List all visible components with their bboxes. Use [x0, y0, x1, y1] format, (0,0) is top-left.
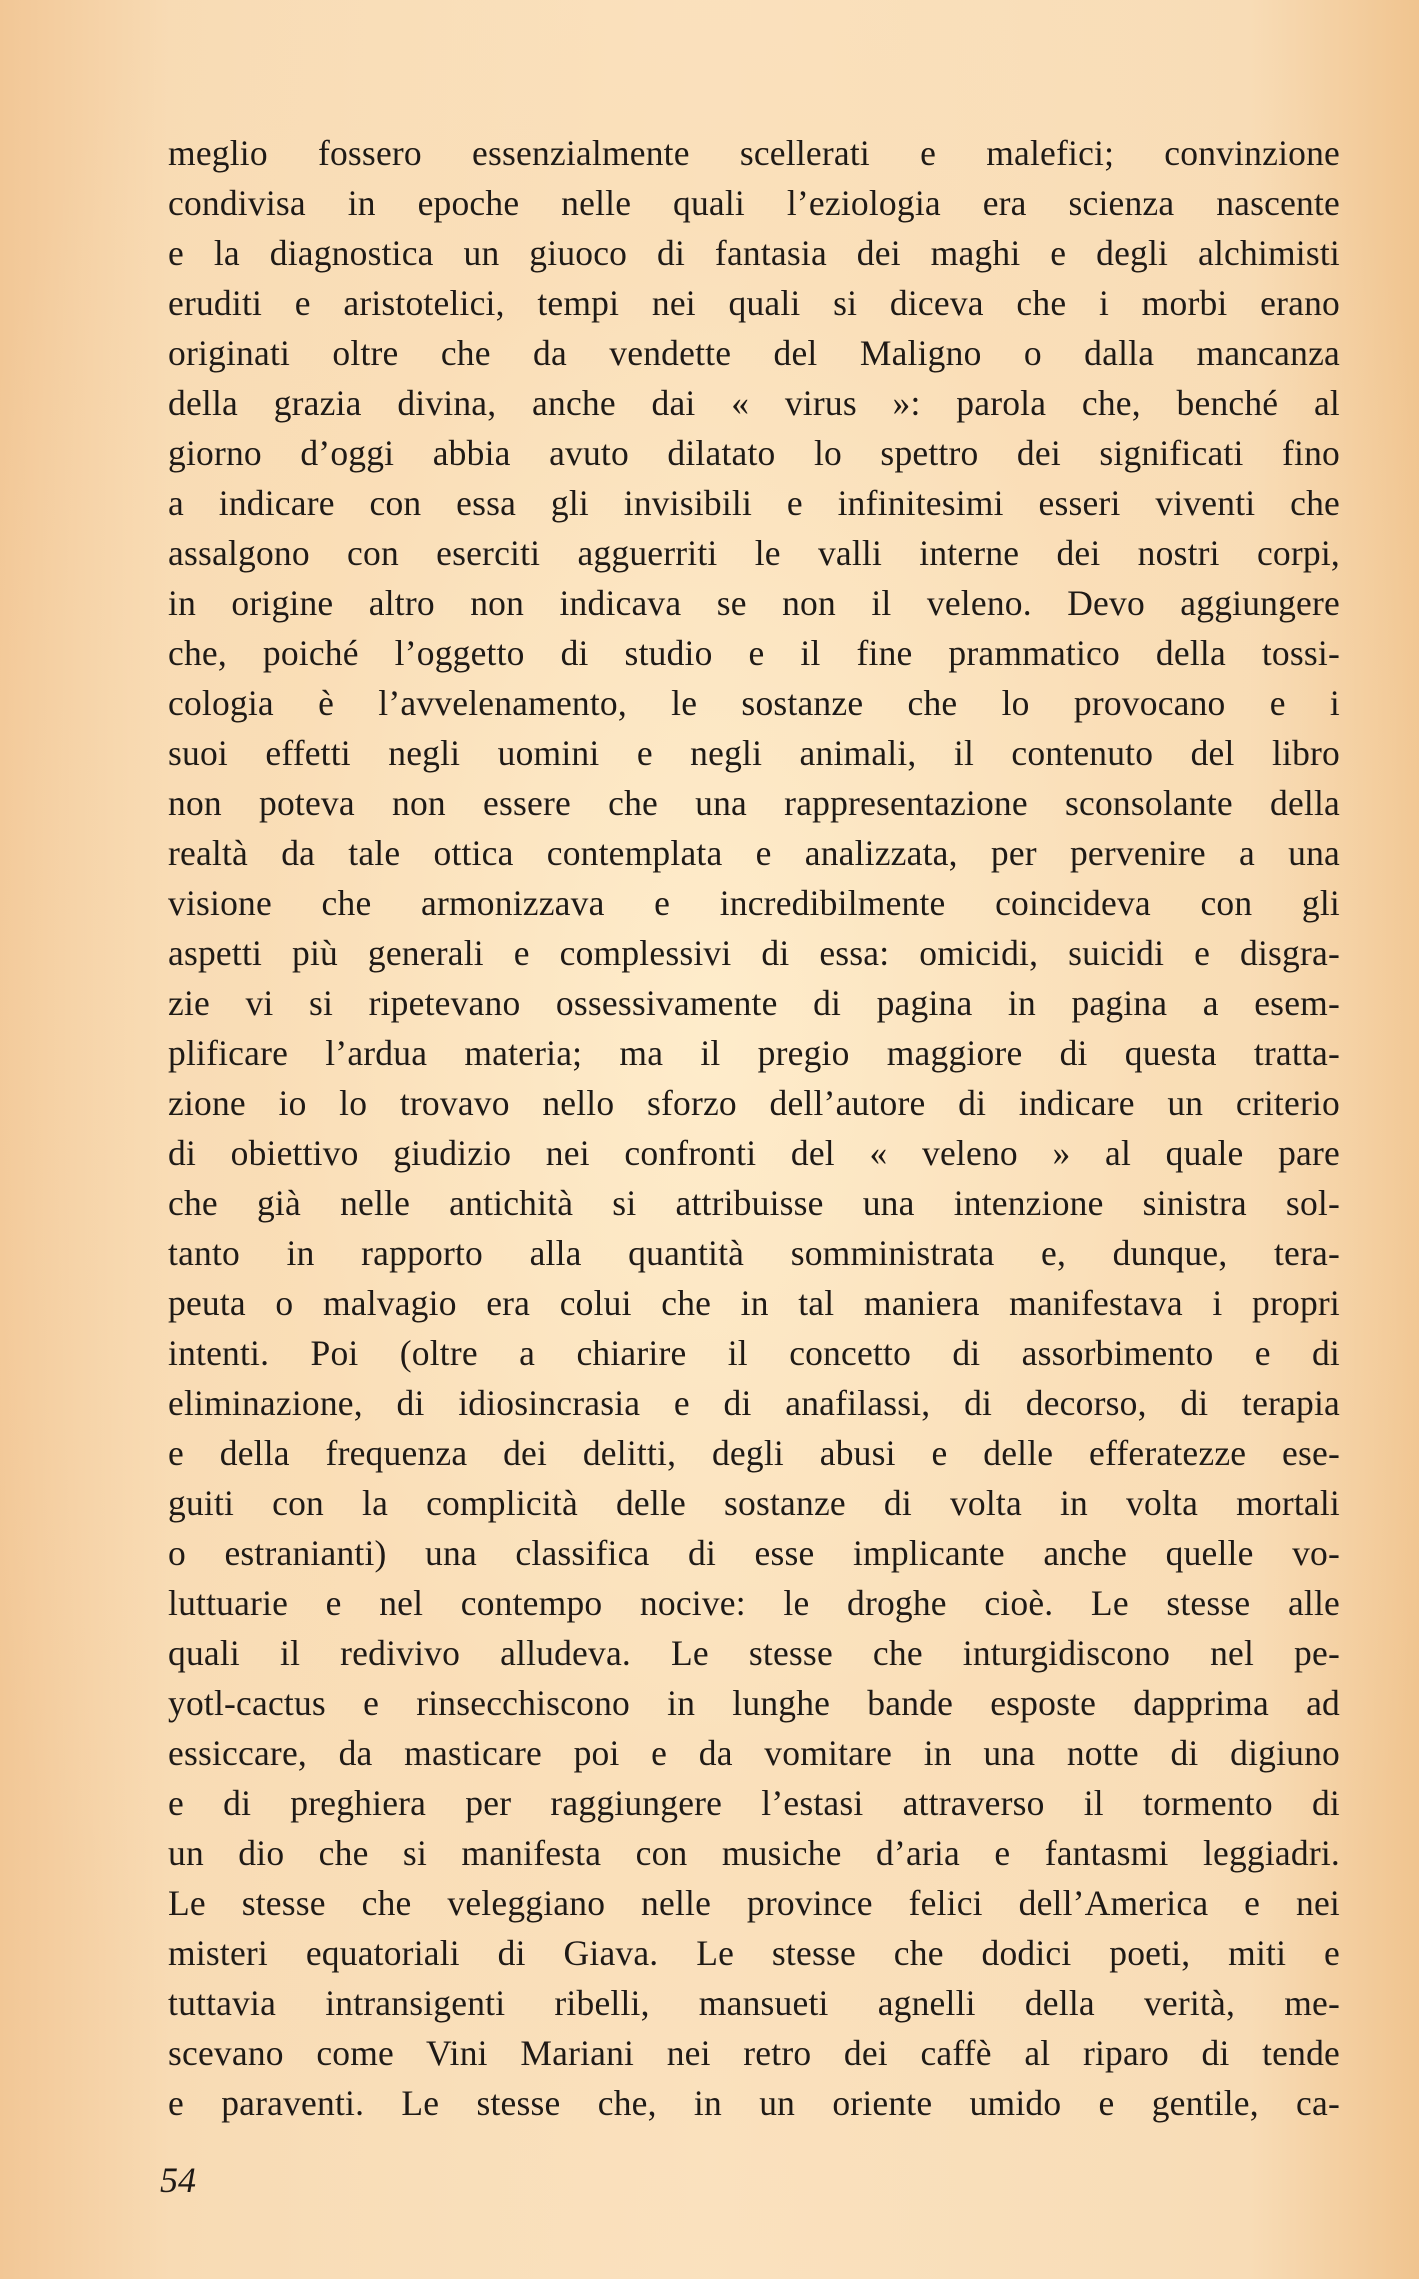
body-text: [168, 128, 1340, 2128]
text-line: aspetti più generali e complessivi di essa: omicidi, suicidi e disgra-: [168, 933, 1340, 973]
text-line: yotl-cactus e rinsecchiscono in lunghe bande esposte dapprima ad: [168, 1683, 1340, 1723]
text-line: realtà da tale ottica contemplata e analizzata, per pervenire a una: [168, 833, 1340, 873]
text-line: e la diagnostica un giuoco di fantasia dei maghi e degli alchimisti: [168, 233, 1340, 273]
text-line: condivisa in epoche nelle quali l’eziologia era scienza nascente: [168, 183, 1340, 223]
text-line: di obiettivo giudizio nei confronti del « veleno » al quale pare: [168, 1133, 1340, 1173]
text-line: essiccare, da masticare poi e da vomitare in una notte di digiuno: [168, 1733, 1340, 1773]
text-line: in origine altro non indicava se non il veleno. Devo aggiungere: [168, 583, 1340, 623]
text-line: tuttavia intransigenti ribelli, mansueti agnelli della verità, me-: [168, 1983, 1340, 2023]
text-line: cologia è l’avvelenamento, le sostanze che lo provocano e i: [168, 683, 1340, 723]
text-line: suoi effetti negli uomini e negli animali, il contenuto del libro: [168, 733, 1340, 773]
text-line: guiti con la complicità delle sostanze di volta in volta mortali: [168, 1483, 1340, 1523]
text-line: zie vi si ripetevano ossessivamente di pagina in pagina a esem-: [168, 983, 1340, 1023]
page-number: 54: [160, 2160, 196, 2200]
text-line: peuta o malvagio era colui che in tal maniera manifestava i propri: [168, 1283, 1340, 1323]
text-line: plificare l’ardua materia; ma il pregio maggiore di questa tratta-: [168, 1033, 1340, 1073]
text-line: o estranianti) una classifica di esse implicante anche quelle vo-: [168, 1533, 1340, 1573]
text-line: della grazia divina, anche dai « virus »: parola che, benché al: [168, 383, 1340, 423]
text-line: zione io lo trovavo nello sforzo dell’autore di indicare un criterio: [168, 1083, 1340, 1123]
text-line: eruditi e aristotelici, tempi nei quali si diceva che i morbi erano: [168, 283, 1340, 323]
text-line: e della frequenza dei delitti, degli abusi e delle efferatezze ese-: [168, 1433, 1340, 1473]
text-line: e paraventi. Le stesse che, in un oriente umido e gentile, ca-: [168, 2083, 1340, 2123]
text-line: misteri equatoriali di Giava. Le stesse che dodici poeti, miti e: [168, 1933, 1340, 1973]
text-line: non poteva non essere che una rappresentazione sconsolante della: [168, 783, 1340, 823]
text-line: e di preghiera per raggiungere l’estasi attraverso il tormento di: [168, 1783, 1340, 1823]
text-line: a indicare con essa gli invisibili e infinitesimi esseri viventi che: [168, 483, 1340, 523]
text-line: intenti. Poi (oltre a chiarire il concetto di assorbimento e di: [168, 1333, 1340, 1373]
text-line: luttuarie e nel contempo nocive: le droghe cioè. Le stesse alle: [168, 1583, 1340, 1623]
text-line: assalgono con eserciti agguerriti le valli interne dei nostri corpi,: [168, 533, 1340, 573]
text-line: giorno d’oggi abbia avuto dilatato lo spettro dei significati fino: [168, 433, 1340, 473]
text-line: quali il redivivo alludeva. Le stesse che inturgidiscono nel pe-: [168, 1633, 1340, 1673]
text-line: che già nelle antichità si attribuisse una intenzione sinistra sol-: [168, 1183, 1340, 1223]
text-line: originati oltre che da vendette del Maligno o dalla mancanza: [168, 333, 1340, 373]
text-line: Le stesse che veleggiano nelle province felici dell’America e nei: [168, 1883, 1340, 1923]
text-line: scevano come Vini Mariani nei retro dei caffè al riparo di tende: [168, 2033, 1340, 2073]
text-line: che, poiché l’oggetto di studio e il fine prammatico della tossi-: [168, 633, 1340, 673]
text-line: visione che armonizzava e incredibilmente coincideva con gli: [168, 883, 1340, 923]
text-line: un dio che si manifesta con musiche d’aria e fantasmi leggiadri.: [168, 1833, 1340, 1873]
text-line: meglio fossero essenzialmente scellerati e malefici; convinzione: [168, 133, 1340, 173]
text-line: eliminazione, di idiosincrasia e di anafilassi, di decorso, di terapia: [168, 1383, 1340, 1423]
text-line: tanto in rapporto alla quantità somministrata e, dunque, tera-: [168, 1233, 1340, 1273]
